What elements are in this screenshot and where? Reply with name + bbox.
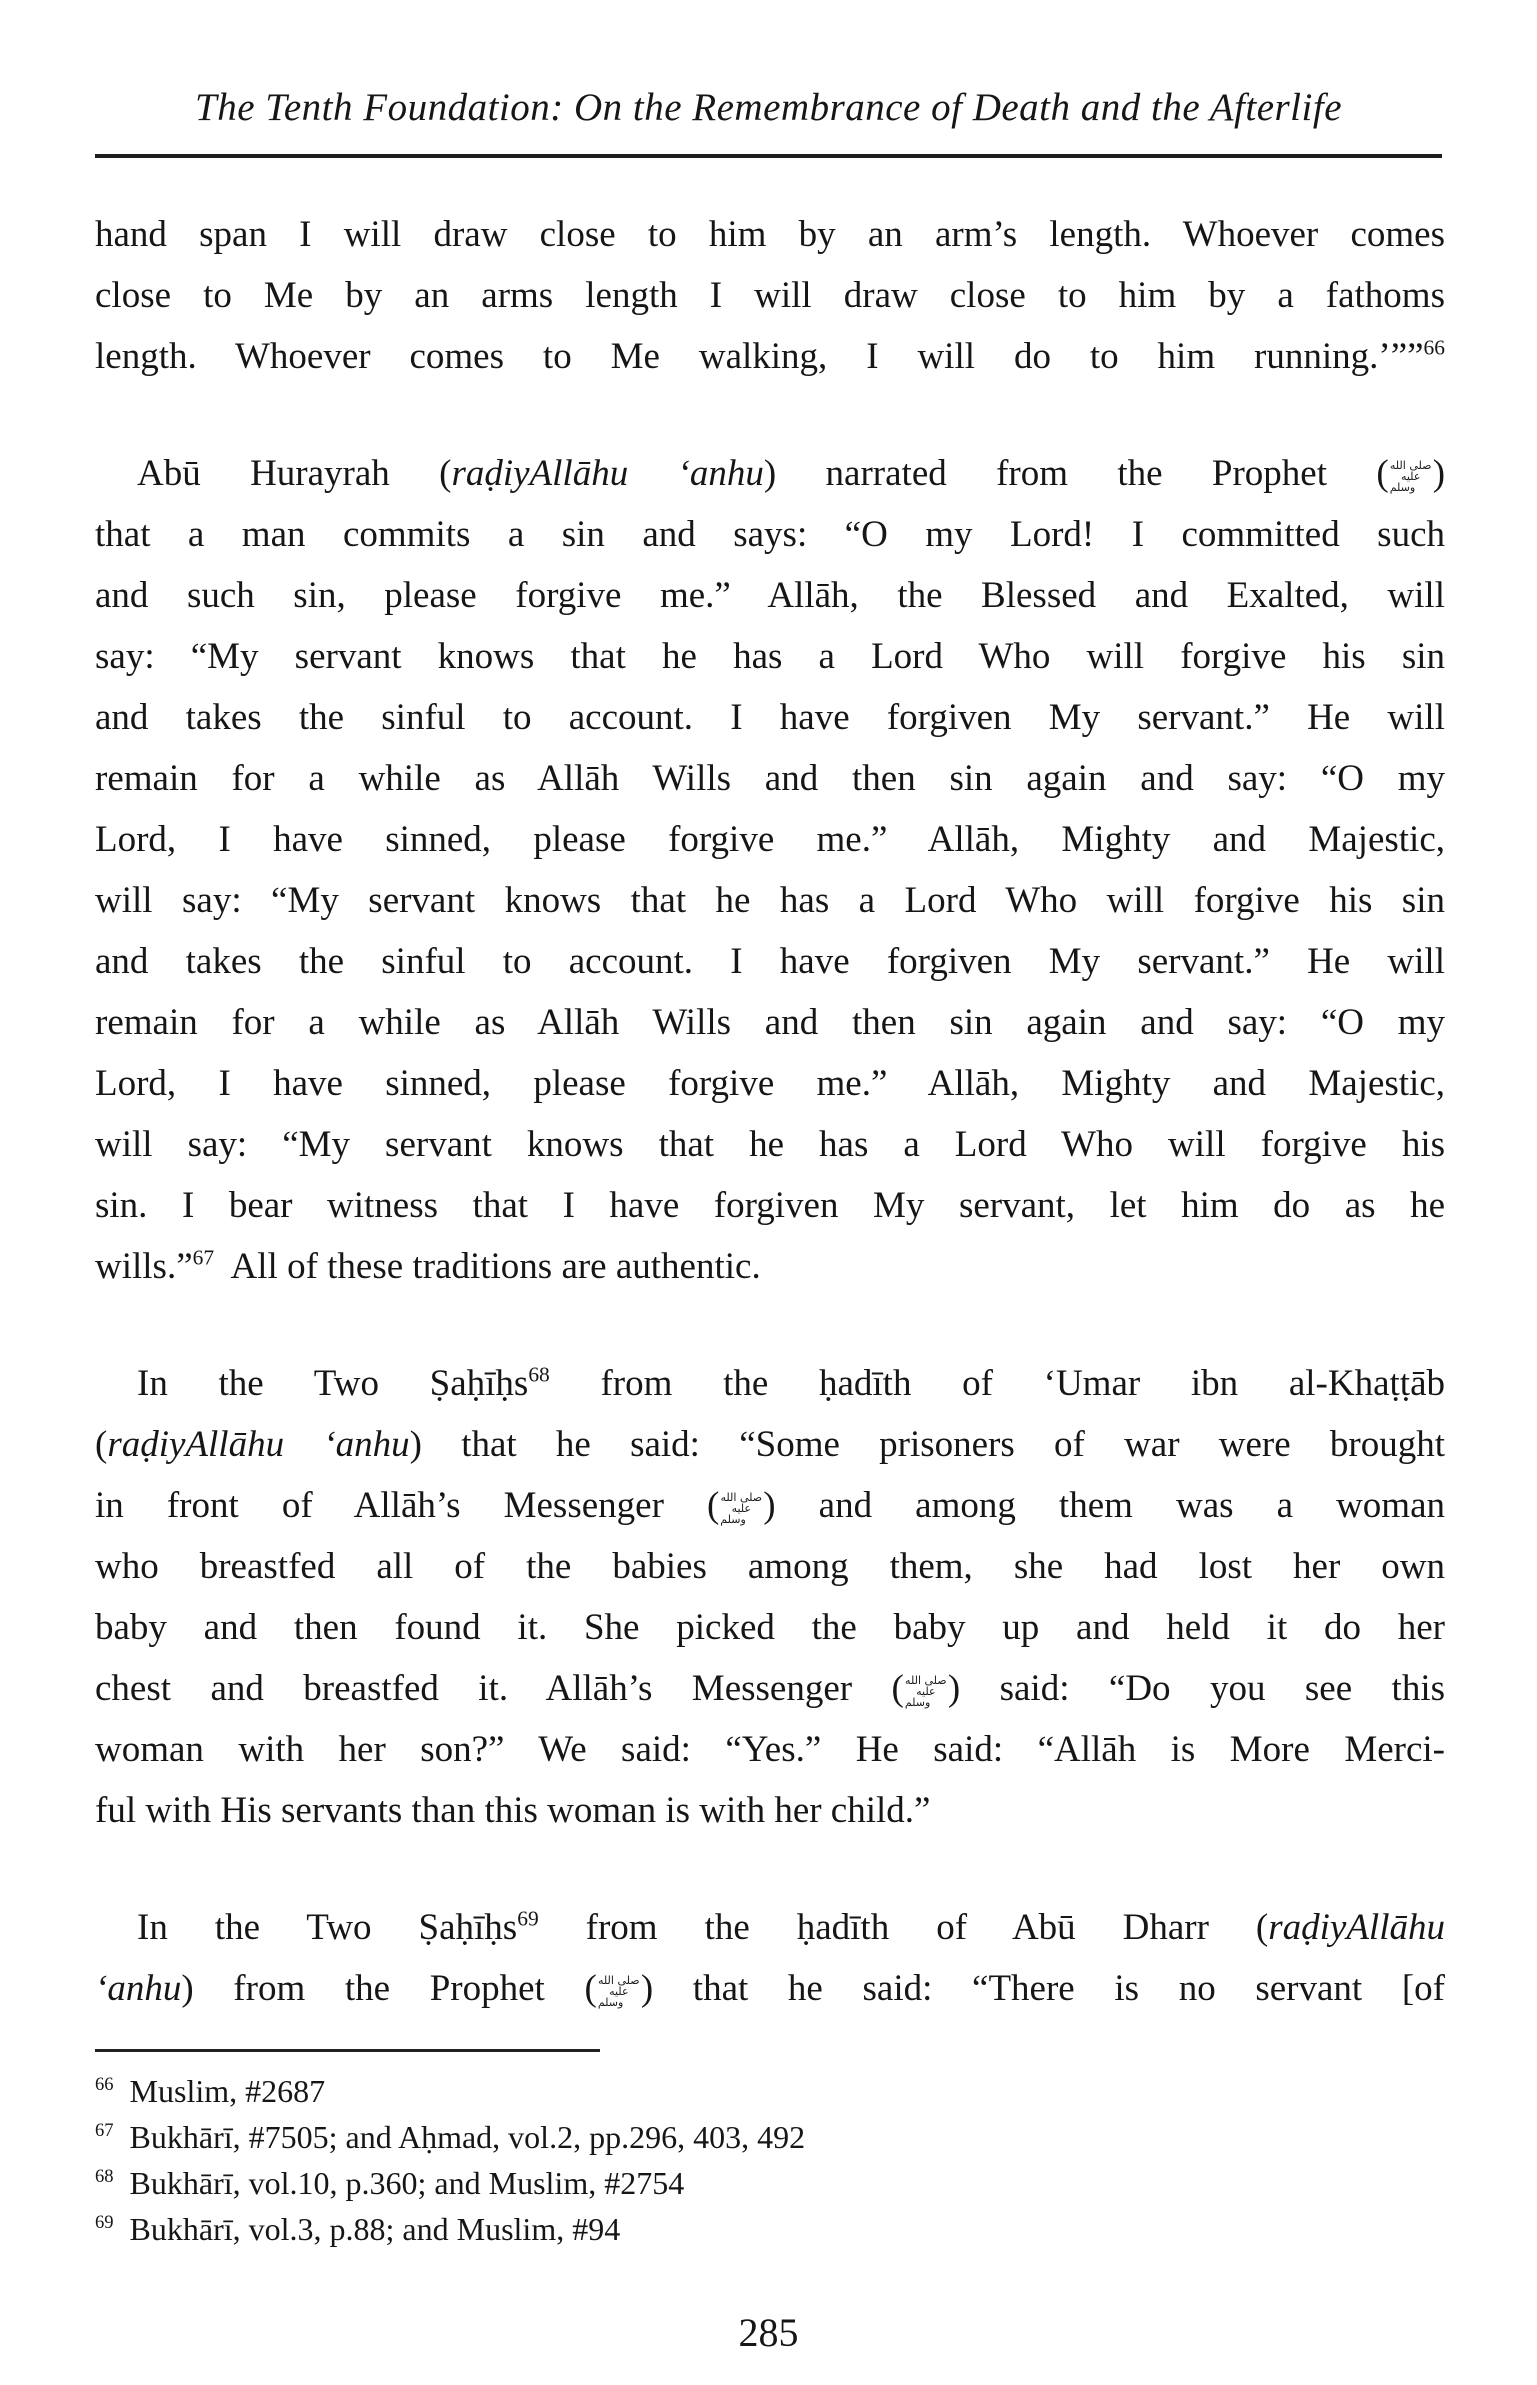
text-line xyxy=(95,504,1445,565)
text-run: In the Two Ṣaḥīḥs xyxy=(137,1363,529,1404)
text-line xyxy=(95,1114,1445,1175)
text-line xyxy=(95,1780,1445,1841)
text-line xyxy=(95,1658,1445,1719)
text-run: ) that he said: “There is no servant [of xyxy=(640,1968,1445,2009)
body-text xyxy=(95,204,1445,2019)
page-footer xyxy=(0,2049,1537,2358)
footnote-number: 68 xyxy=(95,2166,114,2188)
text-line xyxy=(95,204,1445,265)
text-run: in front of Allāh’s Messenger ( xyxy=(95,1485,720,1526)
footnote-separator xyxy=(95,2049,600,2052)
text-line xyxy=(95,265,1445,326)
text-line xyxy=(95,1175,1445,1236)
text-run: from the ḥadīth of ‘Umar ibn al-Khaṭṭāb xyxy=(549,1363,1445,1404)
header-rule xyxy=(95,154,1442,158)
paragraph xyxy=(95,204,1445,387)
text-run: Abū Hurayrah ( xyxy=(137,453,452,494)
footnote xyxy=(95,2114,1445,2160)
pbuh-honorific-icon: صلى الله عليه وسلم xyxy=(597,1974,640,2010)
running-header xyxy=(0,84,1537,158)
text-run: remain for a while as Allāh Wills and then sin again and say: “O my xyxy=(95,1002,1445,1043)
footnote-ref: 69 xyxy=(517,1906,539,1931)
text-line xyxy=(95,1475,1445,1536)
page-number: 285 xyxy=(738,2310,799,2355)
text-line xyxy=(95,931,1445,992)
footnote-text: Bukhārī, vol.3, p.88; and Muslim, #94 xyxy=(129,2211,621,2247)
text-run: will say: “My servant knows that he has a Lord Who will forgive his xyxy=(95,1124,1445,1165)
text-line xyxy=(95,1353,1445,1414)
text-run: chest and breastfed it. Allāh’s Messenger ( xyxy=(95,1668,904,1709)
text-run: close to Me by an arms length I will draw close to him by a fathoms xyxy=(95,275,1445,316)
pbuh-honorific-icon: صلى الله عليه وسلم xyxy=(720,1491,763,1527)
text-run: In the Two Ṣaḥīḥs xyxy=(137,1907,518,1948)
text-line xyxy=(95,443,1445,504)
text-line xyxy=(95,326,1445,387)
footnote xyxy=(95,2160,1445,2206)
text-run: will say: “My servant knows that he has a Lord Who will forgive his sin xyxy=(95,880,1445,921)
text-run: ) that he said: “Some prisoners of war were brought xyxy=(409,1424,1445,1465)
text-run: from the ḥadīth of Abū Dharr ( xyxy=(538,1907,1269,1948)
transliteration-italic: ‘anhu xyxy=(95,1968,182,2009)
text-line xyxy=(95,1053,1445,1114)
text-run: Lord, I have sinned, please forgive me.” Allāh, Mighty and Majestic, xyxy=(95,1063,1445,1104)
pbuh-honorific-icon: صلى الله عليه وسلم xyxy=(1389,459,1432,495)
text-run: and such sin, please forgive me.” Allāh, the Blessed and Exalted, will xyxy=(95,575,1445,616)
transliteration-italic: raḍiyAllāhu ‘anhu xyxy=(107,1424,410,1465)
text-run: wills.” xyxy=(95,1246,193,1287)
footnotes xyxy=(95,2068,1445,2252)
footnote xyxy=(95,2206,1445,2252)
text-line xyxy=(95,1958,1445,2019)
text-run: woman with her son?” We said: “Yes.” He said: “Allāh is More Merci- xyxy=(95,1729,1445,1770)
text-run: hand span I will draw close to him by an arm’s length. Whoever comes xyxy=(95,214,1445,255)
text-run: ful with His servants than this woman is with her child.” xyxy=(95,1790,931,1831)
text-line xyxy=(95,1719,1445,1780)
text-line xyxy=(95,992,1445,1053)
paragraph xyxy=(95,1897,1445,2019)
text-run: Lord, I have sinned, please forgive me.” Allāh, Mighty and Majestic, xyxy=(95,819,1445,860)
text-run: ) and among them was a woman xyxy=(763,1485,1445,1526)
text-line xyxy=(95,1536,1445,1597)
footnote-number: 66 xyxy=(95,2074,114,2096)
transliteration-italic: raḍiyAllāhu ‘anhu xyxy=(451,453,764,494)
footnote-text: Bukhārī, #7505; and Aḥmad, vol.2, pp.296, 403, 492 xyxy=(129,2119,806,2155)
footnote-number: 69 xyxy=(95,2212,114,2234)
text-run: All of these traditions are authentic. xyxy=(214,1246,761,1287)
text-run: remain for a while as Allāh Wills and then sin again and say: “O my xyxy=(95,758,1445,799)
footnote-text: Bukhārī, vol.10, p.360; and Muslim, #2754 xyxy=(129,2165,685,2201)
text-run: ) from the Prophet ( xyxy=(181,1968,597,2009)
text-line xyxy=(95,1236,1445,1297)
footnote-text: Muslim, #2687 xyxy=(129,2073,326,2109)
text-line xyxy=(95,565,1445,626)
text-run: and takes the sinful to account. I have forgiven My servant.” He will xyxy=(95,941,1445,982)
text-run: that a man commits a sin and says: “O my Lord! I committed such xyxy=(95,514,1445,555)
footnote-number: 67 xyxy=(95,2120,114,2142)
transliteration-italic: raḍiyAllāhu xyxy=(1268,1907,1445,1948)
text-line xyxy=(95,1414,1445,1475)
text-run: length. Whoever comes to Me walking, I will do to him running.’”” xyxy=(95,336,1424,377)
footnote-ref: 67 xyxy=(192,1245,215,1270)
paragraph xyxy=(95,443,1445,1297)
text-run: say: “My servant knows that he has a Lord Who will forgive his sin xyxy=(95,636,1445,677)
text-run: ) said: “Do you see this xyxy=(947,1668,1446,1709)
text-run: ( xyxy=(95,1424,108,1465)
text-run: who breastfed all of the babies among them, she had lost her own xyxy=(95,1546,1445,1587)
chapter-title: The Tenth Foundation: On the Remembrance of Death and the Afterlife xyxy=(195,86,1342,129)
text-line xyxy=(95,1897,1445,1958)
text-run: sin. I bear witness that I have forgiven My servant, let him do as he xyxy=(95,1185,1445,1226)
paragraph xyxy=(95,1353,1445,1841)
text-line xyxy=(95,809,1445,870)
text-line xyxy=(95,1597,1445,1658)
text-line xyxy=(95,626,1445,687)
text-run: baby and then found it. She picked the baby up and held it do her xyxy=(95,1607,1445,1648)
text-run: ) narrated from the Prophet ( xyxy=(763,453,1389,494)
footnote-ref: 66 xyxy=(1423,335,1445,360)
text-line xyxy=(95,748,1445,809)
text-run: ) xyxy=(1432,453,1446,494)
footnote xyxy=(95,2068,1445,2114)
text-run: and takes the sinful to account. I have forgiven My servant.” He will xyxy=(95,697,1445,738)
footnote-ref: 68 xyxy=(528,1362,550,1387)
text-line xyxy=(95,870,1445,931)
pbuh-honorific-icon: صلى الله عليه وسلم xyxy=(904,1674,947,1710)
text-line xyxy=(95,687,1445,748)
